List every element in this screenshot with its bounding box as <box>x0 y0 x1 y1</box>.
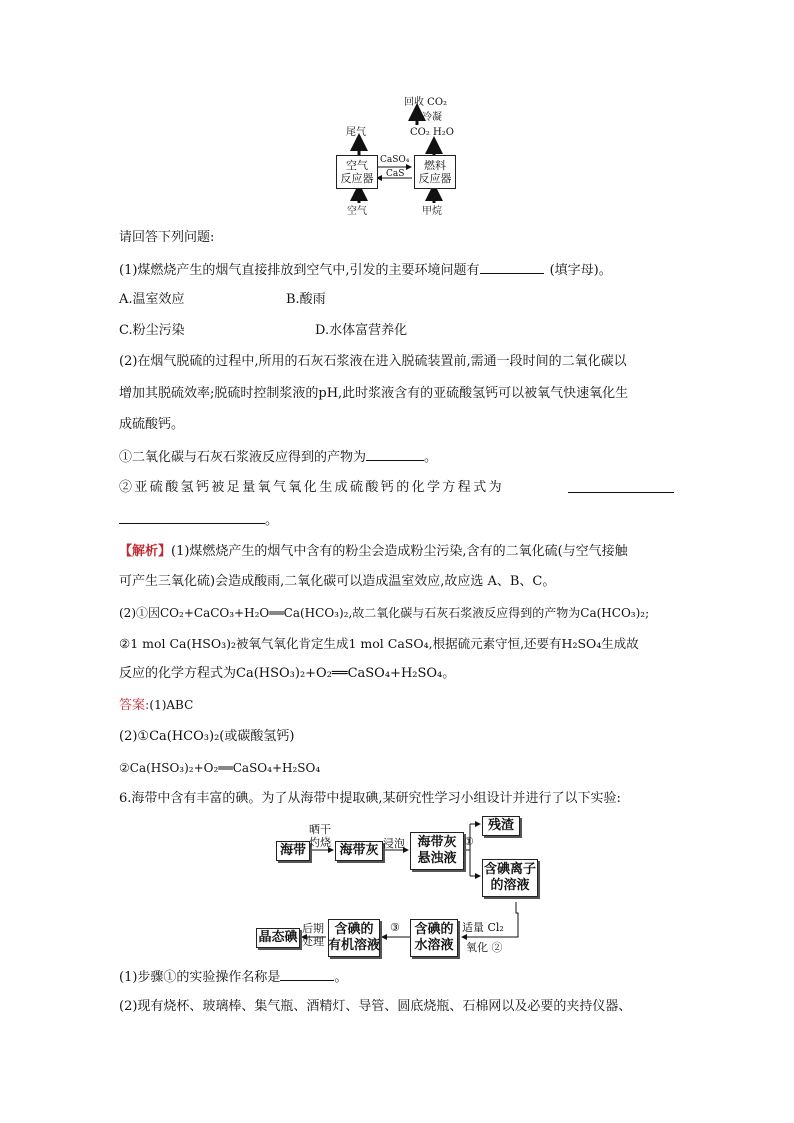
analysis-line-5: 反应的化学方程式为Ca(HSO₃)₂+O₂══CaSO₄+H₂SO₄。 <box>119 666 456 681</box>
question-2-line-3: 成硫酸钙。 <box>119 417 185 432</box>
air-reactor-box: 空气 反应器 <box>336 155 378 189</box>
residue-box: 残渣 <box>482 816 520 836</box>
question-2-sub-2-text: ②亚硫酸氢钙被足量氧气氧化生成硫酸钙的化学方程式为 <box>119 480 505 495</box>
question-6-1-end: 。 <box>334 970 348 985</box>
option-a: A.温室效应 <box>119 292 185 307</box>
answer-line-1 <box>119 695 193 716</box>
question-intro: 请回答下列问题: <box>119 230 215 245</box>
exhaust-label: 尾气 <box>346 127 366 138</box>
answer-blank-3b <box>119 509 265 524</box>
caso4-label: CaSO₄ <box>380 155 410 165</box>
air-input-label: 空气 <box>347 206 367 217</box>
recycle-co2-label: 回收 CO₂ <box>404 97 448 108</box>
dry-burn-label: 晒干 灼烧 <box>309 823 331 849</box>
methane-input-label: 甲烷 <box>422 206 442 217</box>
analysis-line-1-text: (1)煤燃烧产生的烟气中含有的粉尘会造成粉尘污染,含有的二氧化硫(与空气接触 <box>171 544 628 559</box>
oxidize-label: 氧化 ② <box>466 941 503 954</box>
option-d: D.水体富营养化 <box>315 323 408 338</box>
analysis-tag: 【解析】 <box>119 544 172 559</box>
condense-label: 冷凝 <box>422 112 442 123</box>
reactor-diagram <box>330 95 470 223</box>
question-6-2: (2)现有烧杯、玻璃棒、集气瓶、酒精灯、导管、圆底烧瓶、石棉网以及必要的夹持仪器、 <box>119 999 632 1014</box>
organic-iodine-box: 含碘的 有机溶液 <box>328 919 380 957</box>
question-1-tail: (填字母)。 <box>549 263 612 278</box>
option-b: B.酸雨 <box>286 292 326 307</box>
question-6: 6.海带中含有丰富的碘。为了从海带中提取碘,某研究性学习小组设计并进行了以下实验: <box>119 791 621 806</box>
question-2-sub-2-end: 。 <box>265 513 279 528</box>
answer-1: (1)ABC <box>149 698 194 712</box>
option-c: C.粉尘污染 <box>119 323 185 338</box>
question-1-text: (1)煤燃烧产生的烟气直接排放到空气中,引发的主要环境问题有 <box>119 263 480 278</box>
iodine-extraction-flowchart <box>250 815 550 960</box>
crystal-iodine-box: 晶态碘 <box>256 928 300 948</box>
answer-blank-4 <box>280 966 334 981</box>
answer-line-3: ②Ca(HSO₃)₂+O₂══CaSO₄+H₂SO₄ <box>119 761 321 775</box>
question-2-sub-1 <box>119 446 437 468</box>
ash-suspension-box: 海带灰 悬浊液 <box>410 832 464 870</box>
analysis-line-2: 可产生三氧化硫)会造成酸雨,二氧化碳可以造成温室效应,故应选 A、B、C。 <box>119 574 556 589</box>
analysis-line-1 <box>119 542 628 562</box>
question-6-1 <box>119 966 347 988</box>
answer-blank-3a <box>568 478 674 493</box>
answer-blank-1 <box>480 259 544 274</box>
answer-label: 答案: <box>119 698 150 713</box>
post-process-label: 后期 处理 <box>302 922 324 948</box>
kelp-ash-box: 海带灰 <box>335 841 383 861</box>
kelp-box: 海带 <box>276 841 310 861</box>
question-2-sub-2 <box>119 478 504 498</box>
question-1 <box>119 259 612 281</box>
iodide-solution-box: 含碘离子 的溶液 <box>482 859 538 897</box>
aqueous-iodine-box: 含碘的 水溶液 <box>410 919 458 957</box>
products-label: CO₂ H₂O <box>410 127 454 138</box>
question-2-sub-1-text: ①二氧化碳与石灰石浆液反应得到的产物为 <box>119 450 367 465</box>
step-1-label: ① <box>464 835 474 848</box>
soak-label: 浸泡 <box>383 837 405 850</box>
question-2-sub-2-line-2 <box>119 509 278 531</box>
question-2-line-2: 增加其脱硫效率;脱硫时控制浆液的pH,此时浆液含有的亚硫酸氢钙可以被氧气快速氧化生 <box>119 386 629 401</box>
cl2-label: 适量 Cl₂ <box>462 921 504 934</box>
step-3-label: ③ <box>390 921 400 934</box>
answer-line-2: (2)①Ca(HCO₃)₂(或碳酸氢钙) <box>119 729 295 744</box>
question-6-1-text: (1)步骤①的实验操作名称是 <box>119 970 281 985</box>
analysis-line-3: (2)①因CO₂+CaCO₃+H₂O══Ca(HCO₃)₂,故二氧化碳与石灰石浆液反应得到的产物为Ca(HCO₃)₂; <box>119 606 650 620</box>
question-2-line-1: (2)在烟气脱硫的过程中,所用的石灰石浆液在进入脱硫装置前,需通一段时间的二氧化碳以 <box>119 354 627 369</box>
question-2-sub-1-end: 。 <box>424 450 438 465</box>
cas-label: CaS <box>386 169 405 179</box>
analysis-line-4: ②1 mol Ca(HSO₃)₂被氧气氧化肯定生成1 mol CaSO₄,根据硫元素守恒,还要有H₂SO₄生成故 <box>119 636 639 651</box>
answer-blank-2 <box>366 446 424 461</box>
fuel-reactor-box: 燃料 反应器 <box>414 155 456 189</box>
